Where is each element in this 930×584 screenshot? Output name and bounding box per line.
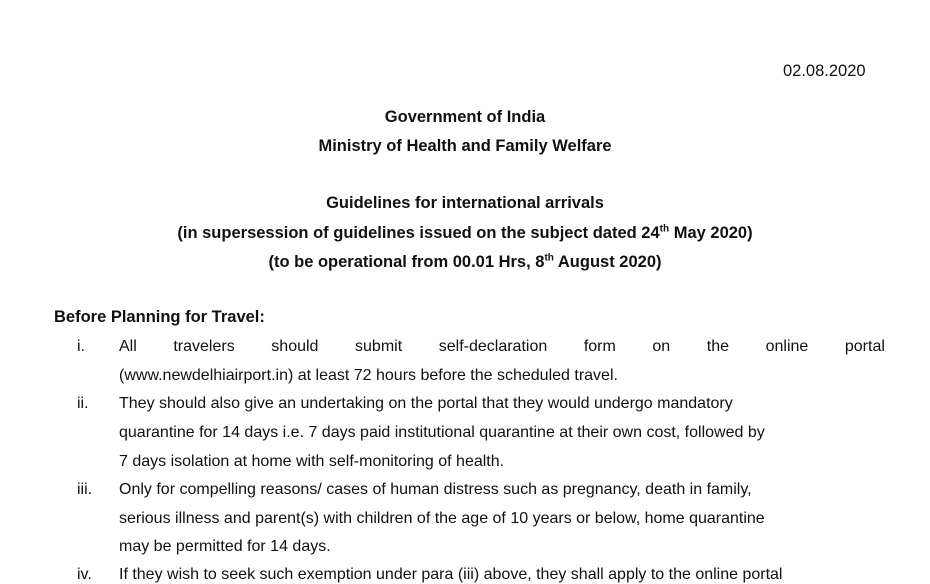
item-number: ii. — [77, 395, 89, 412]
item-number: iv. — [77, 566, 92, 583]
item-number: iii. — [77, 481, 93, 498]
item-text-line: quarantine for 14 days i.e. 7 days paid institutional quarantine at their own cost, followed by — [119, 424, 765, 441]
word: All — [119, 338, 137, 355]
item-text-line: may be permitted for 14 days. — [119, 538, 331, 555]
document-title: Guidelines for international arrivals — [326, 194, 604, 212]
item-text-line: They should also give an undertaking on the portal that they would undergo mandatory — [119, 395, 733, 412]
word: online — [765, 338, 809, 355]
subtitle-text: (to be operational from 00.01 Hrs, 8 — [268, 253, 545, 271]
section-heading: Before Planning for Travel: — [54, 308, 265, 326]
item-text-line: If they wish to seek such exemption under para (iii) above, they shall apply to the online portal — [119, 566, 783, 583]
item-text-line: Only for compelling reasons/ cases of human distress such as pregnancy, death in family, — [119, 481, 752, 498]
document-subtitle-operational — [0, 253, 930, 272]
ministry-name: Ministry of Health and Family Welfare — [318, 137, 612, 155]
ordinal-suffix: th — [544, 252, 554, 264]
subtitle-text: August 2020) — [553, 253, 662, 271]
item-text-line — [119, 338, 885, 356]
ministry-government: Government of India — [384, 108, 546, 126]
word: travelers — [173, 338, 235, 355]
word: submit — [355, 338, 403, 355]
word: should — [271, 338, 319, 355]
item-text-line: 7 days isolation at home with self-monitoring of health. — [119, 453, 505, 470]
word: form — [583, 338, 616, 355]
subtitle-text: May 2020) — [669, 224, 753, 242]
word: on — [652, 338, 671, 355]
word: portal — [844, 338, 885, 355]
document-date: 02.08.2020 — [783, 62, 866, 80]
word: the — [706, 338, 730, 355]
item-text-line: serious illness and parent(s) with children of the age of 10 years or below, home quarantine — [119, 510, 765, 527]
ordinal-suffix: th — [659, 223, 670, 235]
document-subtitle-supersession — [0, 224, 930, 243]
item-text-line: (www.newdelhiairport.in) at least 72 hours before the scheduled travel. — [119, 367, 618, 384]
item-number: i. — [77, 338, 85, 355]
subtitle-text: (in supersession of guidelines issued on the subject dated 24 — [177, 224, 660, 242]
word: self-declaration — [438, 338, 548, 355]
